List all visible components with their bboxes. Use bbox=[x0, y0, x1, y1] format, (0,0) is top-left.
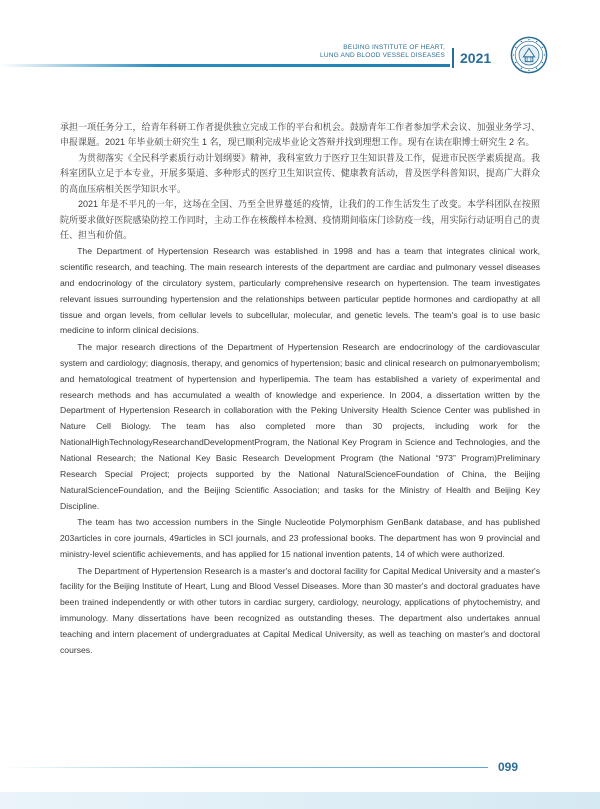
footer-rule bbox=[0, 767, 488, 768]
header-rule bbox=[0, 64, 450, 67]
paragraph-cn-1: 承担一项任务分工，给青年科研工作者提供独立完成工作的平台和机会。鼓励青年工作者参加学术会议、加强业务学习、申报课题。2021 年毕业硕士研究生 1 名，现已顺利完成毕业论文答辩并找到理想工作。现有在读在职博士研究生 2 名。 bbox=[60, 122, 540, 148]
institute-name bbox=[320, 44, 445, 60]
paragraph-en-3: The team has two accession numbers in the Single Nucleotide Polymorphism GenBank database, and has published 203articles in core journals, 49articles in SCI journals, and 23 professional books. The department has won 9 provincial and ministry-level scientific achievements, and has applied for 15 national invention patents, 14 of which were authorized. bbox=[60, 517, 540, 560]
page-number: 099 bbox=[498, 760, 519, 774]
body-text bbox=[60, 120, 540, 659]
paragraph-en-4: The Department of Hypertension Research is a master's and doctoral facility for Capital Medical University and a master's facility for the Beijing Institute of Heart, Lung and Blood Vessel Diseases. More than 30 master's and doctoral graduates have been trained independently or with other tutors in cardiac surgery, cardiology, neurology, applications of phytochemistry, and immunology. Many dissertations have been recognized as outstanding theses. The department also undertakes annual teaching and intern placement of undergraduates at Capital Medical University, as well as teaching on master's and doctoral courses. bbox=[60, 565, 540, 656]
page-header bbox=[0, 0, 600, 90]
institute-name-line1: BEIJING INSTITUTE OF HEART, bbox=[343, 44, 445, 51]
paragraph-en-2: The major research directions of the Department of Hypertension Research are endocrinology of the cardiovascular system and cardiology; diagnosis, therapy, and genomics of hypertension; basic and clinical research on pulmonaryembolism; and hematological treatment of hypertension and hyperlipemia. The team has established a variety of experimental and research methods and has accumulated a wealth of knowledge and experience. In 2004, a dissertation written by the Department of Hypertension Research in collaboration with the Peking University Health Science Center was published in Nature Cell Biology. The team has also completed more than 30 projects, including work for the NationalHighTechnologyResearchandDevelopmentProgram, the National Key Program in Science and Technologies, and the National Research; the National Key Basic Research Development Program (the National “973” Program)Preliminary Research Special Project; projects supported by the National NaturalScienceFoundation of China, the Beijing NaturalScienceFoundation, and the Beijing Scientific Association; and tasks for the Ministry of Health and Beijing Key Discipline. bbox=[60, 341, 540, 511]
footer-band bbox=[0, 792, 600, 809]
header-year: 2021 bbox=[460, 50, 492, 66]
paragraph-cn-3: 2021 年是不平凡的一年，这场在全国、乃至全世界蔓延的疫情，让我们的工作生活发生了改变。本学科团队在按照院所要求做好医院感染防控工作同时，主动工作在核酸样本检测、疫情期间临床门诊防疫一线，用实际行动证明自己的责任、担当和价值。 bbox=[60, 199, 540, 241]
institute-seal-icon bbox=[510, 36, 548, 74]
header-divider bbox=[452, 48, 454, 68]
paragraph-cn-2: 为贯彻落实《全民科学素质行动计划纲要》精神，我科室致力于医疗卫生知识普及工作，促进市民医学素质提高。我科室团队立足于本专业，开展多渠道、多种形式的医疗卫生知识宣传、健康教育活动，普及医学科普知识，提高广大群众的高血压病相关医学知识水平。 bbox=[60, 153, 540, 194]
paragraph-en-1: The Department of Hypertension Research was established in 1998 and has a team that integrates clinical work, scientific research, and teaching. The main research interests of the department are cardiac and pulmonary vessel diseases and endocrinology of the circulatory system, particularly comprehensive research on hypertension. The team investigates relevant issues surrounding hypertension and the relationships between particular peptide hormones and cardiopathy at all tissue and organ levels, from cellular levels to subcellular, molecular, and genetic levels. The team's goal is to use basic medicine to inform clinical decisions. bbox=[60, 245, 540, 336]
institute-name-line2: LUNG AND BLOOD VESSEL DISEASES bbox=[320, 52, 445, 59]
